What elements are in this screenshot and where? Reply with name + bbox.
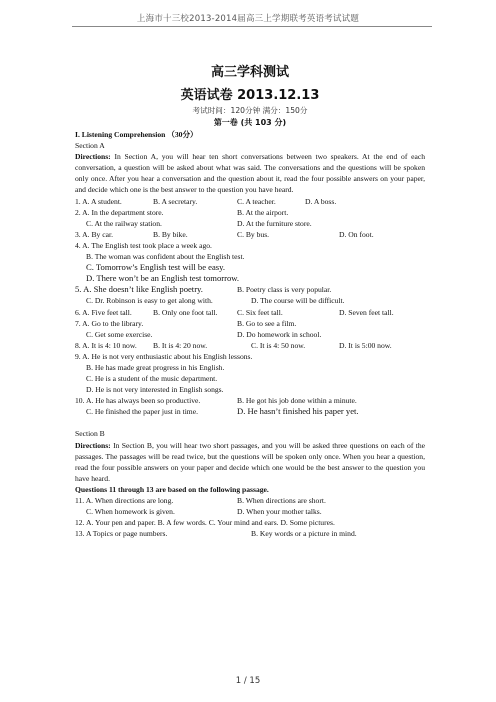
directions-b: Directions: In Section B, you will hear two short passages, and you will be asked three questions on each of the passages. The passages will be read twice, but the questions will be spoken only once. When you hear a question, read the four possible answers on your paper and decide which one would be the best answer to the question you have heard. (75, 440, 425, 483)
question-4-b: B. The woman was confident about the English test. (86, 252, 245, 262)
question-11: 11. A. When directions are long. B. When directions are short. (75, 496, 326, 505)
question-4-d: D. There won’t be an English test tomorrow. (86, 273, 240, 284)
directions-a: Directions: In Section A, you will hear ten short conversations between two speakers. At the end of each conversation, a question will be asked about what was said. The conversations and the questions will be spoken only once. After you hear a conversation and the question about it, read the four possible answers on your paper, and decide which one is the best answer to the question you have heard. (75, 152, 425, 195)
question-9-b: B. He has made great progress in his English. (86, 362, 225, 372)
section-a-heading: Section A (75, 141, 105, 151)
running-header: 上海市十三校2013-2014届高三上学期联考英语考试试题 (136, 14, 360, 24)
spacer (75, 417, 425, 428)
question-12: 12. A. Your pen and paper. B. A few words. C. Your mind and ears. D. Some pictures. (75, 518, 335, 528)
question-1: 1. A. A student. B. A secretary. C. A teacher. D. A boss. (75, 196, 337, 206)
question-5: 5. A. She doesn’t like English poetry. B. Poetry class is very popular. (75, 284, 332, 295)
question-11-cont: C. When homework is given. D. When your mother talks. (86, 507, 322, 517)
document-body (75, 62, 425, 539)
subject-title: 高三学科测试 (210, 65, 289, 80)
question-7: 7. A. Go to the library. B. Go to see a film. (75, 318, 297, 328)
question-9-d: D. He is not very interested in English songs. (86, 385, 224, 395)
section-b-heading: Section B (75, 429, 105, 439)
question-4: 4. A. The English test took place a week ago. (75, 240, 212, 250)
question-2: 2. A. In the department store. B. At the airport. (75, 207, 289, 217)
volume-heading: 第一卷 (共 103 分) (213, 118, 287, 127)
exam-meta: 考试时间：120分钟 满分：150分 (192, 106, 308, 115)
question-10: 10. A. He has always been so productive. B. He got his job done within a minute. (75, 396, 357, 406)
question-2-cont: C. At the railway station. D. At the furniture store. (86, 218, 312, 228)
question-5-cont: C. Dr. Robinson is easy to get along with. D. The course will be difficult. (86, 296, 345, 306)
question-10-cont: C. He finished the paper just in time. D. He hasn’t finished his paper yet. (86, 406, 359, 417)
question-9-c: C. He is a student of the music department. (86, 374, 218, 384)
paper-title: 英语试卷 2013.12.13 (180, 88, 320, 103)
question-4-c: C. Tomorrow’s English test will be easy. (86, 262, 226, 273)
question-6: 6. A. Five feet tall. B. Only one foot tall. C. Six feet tall. D. Seven feet tall. (75, 307, 394, 317)
question-9: 9. A. He is not very enthusiastic about his English lessons. (75, 351, 253, 361)
question-13: 13. A Topics or page numbers. B. Key words or a picture in mind. (75, 529, 357, 539)
question-7-cont: C. Get some exercise. D. Do homework in school. (86, 329, 322, 339)
header-rule (72, 26, 432, 27)
question-8: 8. A. It is 4: 10 now. B. It is 4: 20 now. C. It is 4: 50 now. D. It is 5:00 now. (75, 340, 392, 350)
page-number: 1 / 15 (235, 676, 261, 686)
part-heading: I. Listening Comprehension （30分） (75, 130, 198, 139)
question-group-heading: Questions 11 through 13 are based on the following passage. (75, 484, 269, 494)
question-3: 3. A. By car. B. By bike. C. By bus. D. On foot. (75, 229, 374, 239)
